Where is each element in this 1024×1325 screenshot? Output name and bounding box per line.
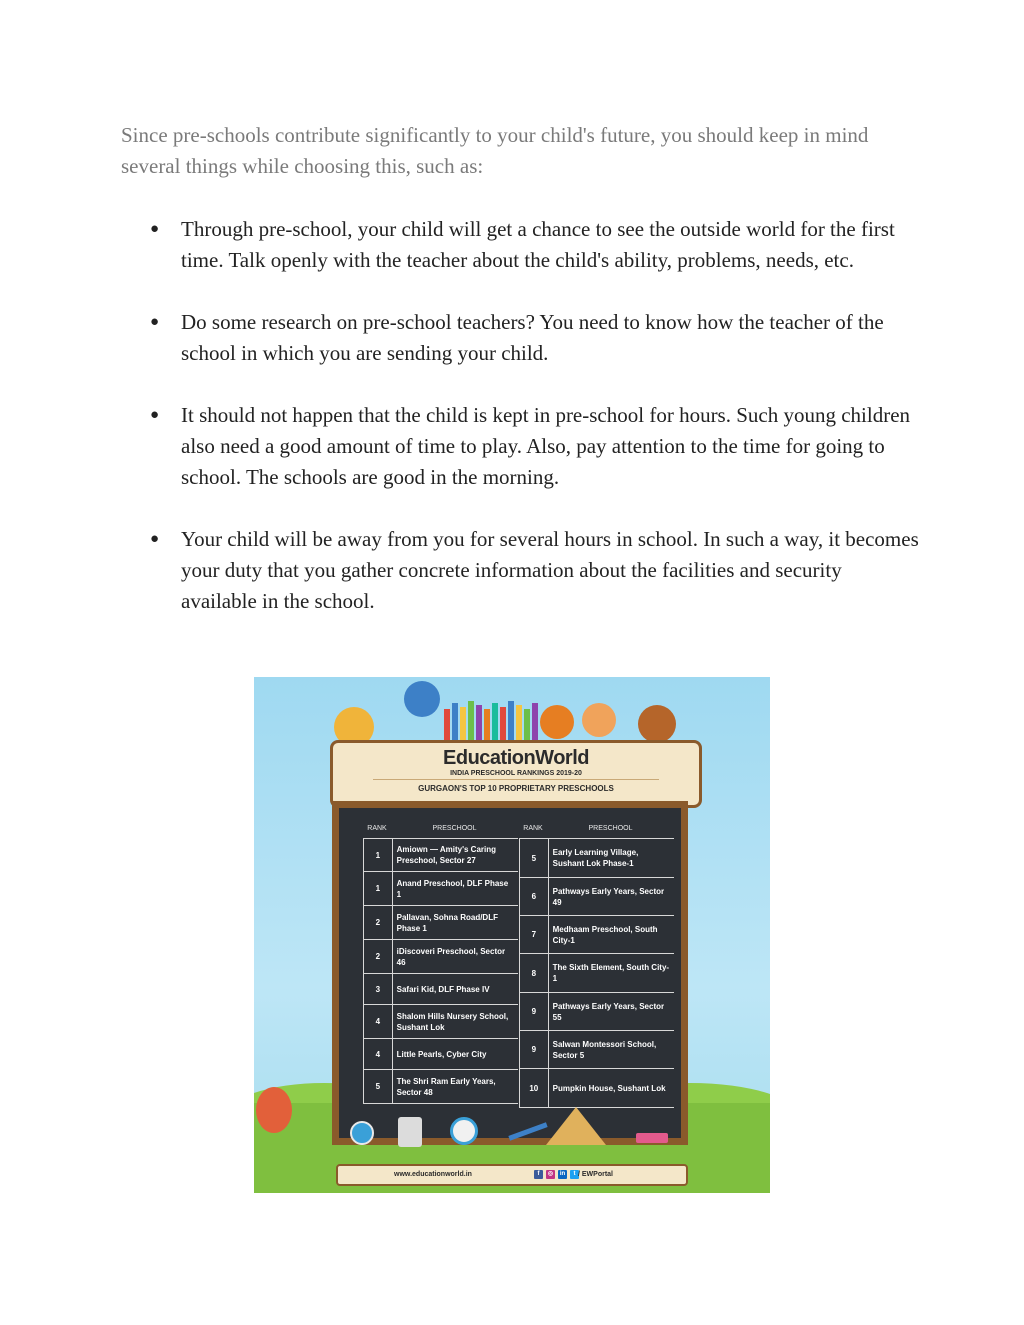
bullet-text: Do some research on pre-school teachers? You need to know how the teacher of the school in which you are sending your child. xyxy=(181,310,884,365)
preschool-rankings-poster xyxy=(254,677,770,1193)
school-cell: The Shri Ram Early Years, Sector 48 xyxy=(396,1076,496,1097)
table-row xyxy=(363,1005,518,1039)
facebook-icon: f xyxy=(534,1170,543,1179)
school-cell: The Sixth Element, South City-1 xyxy=(552,963,670,983)
rank-cell: 7 xyxy=(520,916,549,953)
school-cell: Shalom Hills Nursery School, Sushant Lok xyxy=(396,1011,509,1032)
child-illustration xyxy=(404,681,440,717)
rank-cell: 1 xyxy=(364,839,393,871)
table-row xyxy=(519,878,674,916)
school-cell: Medhaam Preschool, South City-1 xyxy=(552,924,658,945)
table-row xyxy=(519,839,674,878)
child-illustration xyxy=(582,703,616,737)
rank-cell: 1 xyxy=(364,872,393,905)
school-cell: Pallavan, Sohna Road/DLF Phase 1 xyxy=(396,912,498,933)
rank-cell: 9 xyxy=(520,993,549,1030)
list-item xyxy=(150,400,920,493)
school-cell: Pathways Early Years, Sector 49 xyxy=(552,886,665,907)
list-item xyxy=(150,524,920,617)
school-cell: Anand Preschool, DLF Phase 1 xyxy=(396,878,509,899)
eraser-icon xyxy=(636,1133,668,1143)
bullet-dot-icon: ● xyxy=(150,314,160,330)
list-item xyxy=(150,307,920,369)
globe-icon xyxy=(350,1121,374,1145)
school-cell: Amiown — Amity's Caring Preschool, Sector 27 xyxy=(396,845,497,865)
table-header xyxy=(519,820,674,839)
chalkboard xyxy=(332,801,688,1145)
pen-icon xyxy=(508,1122,547,1140)
bullet-dot-icon: ● xyxy=(150,407,160,423)
school-cell: Early Learning Village, Sushant Lok Phase-1 xyxy=(552,848,639,868)
table-row xyxy=(519,993,674,1031)
table-row xyxy=(363,872,518,906)
table-row xyxy=(363,906,518,940)
school-cell: Salwan Montessori School, Sector 5 xyxy=(552,1039,657,1060)
tree-icon xyxy=(256,1087,292,1133)
rank-cell: 5 xyxy=(364,1070,393,1103)
table-row xyxy=(519,954,674,993)
preschool-header: PRESCHOOL xyxy=(432,825,477,832)
list-item xyxy=(150,214,920,276)
clock-icon xyxy=(450,1117,478,1145)
rank-cell: 9 xyxy=(520,1031,549,1068)
social-icons xyxy=(534,1170,579,1179)
stationery-decoration xyxy=(346,1107,676,1147)
educationworld-logo: EducationWorld xyxy=(443,747,589,769)
table-row xyxy=(519,1031,674,1069)
bullet-text: It should not happen that the child is kept in pre-school for hours. Such young children also need a good amount of time to play. Also, pay attention to the time for going to school. The schools are good in the morning. xyxy=(181,403,911,489)
instagram-icon: ◎ xyxy=(547,1171,554,1177)
bullet-text: Your child will be away from you for several hours in school. In such a way, it becomes your duty that you gather concrete information about the facilities and security available in the school. xyxy=(181,527,919,613)
footer-handle: / EWPortal xyxy=(578,1171,614,1178)
preschool-header: PRESCHOOL xyxy=(588,825,633,832)
bullet-dot-icon: ● xyxy=(150,221,160,237)
title-sign xyxy=(330,740,702,808)
rank-cell: 5 xyxy=(520,839,549,877)
table-row xyxy=(363,1070,518,1104)
poster-footer xyxy=(336,1164,688,1186)
table-row xyxy=(363,940,518,974)
table-row xyxy=(363,839,518,872)
linkedin-icon: in xyxy=(559,1171,566,1177)
rankings-subtitle: INDIA PRESCHOOL RANKINGS 2019-20 xyxy=(450,770,582,777)
table-row xyxy=(519,1069,674,1108)
set-square-icon xyxy=(546,1107,606,1145)
child-illustration xyxy=(540,705,574,739)
school-cell: iDiscoveri Preschool, Sector 46 xyxy=(396,946,506,967)
table-row xyxy=(519,916,674,954)
twitter-icon: t xyxy=(570,1170,579,1179)
school-cell: Little Pearls, Cyber City xyxy=(396,1049,487,1059)
school-cell: Pumpkin House, Sushant Lok xyxy=(552,1083,666,1093)
poster-banner: GURGAON'S TOP 10 PROPRIETARY PRESCHOOLS xyxy=(373,779,659,798)
child-illustration xyxy=(638,705,676,743)
rank-cell: 2 xyxy=(364,906,393,939)
rank-header: RANK xyxy=(523,825,543,832)
table-header xyxy=(363,820,518,839)
bullet-list xyxy=(150,214,920,648)
table-row xyxy=(363,974,518,1005)
footer-url: www.educationworld.in xyxy=(394,1171,472,1178)
rank-cell: 2 xyxy=(364,940,393,973)
bullet-dot-icon: ● xyxy=(150,531,160,547)
rank-cell: 8 xyxy=(520,954,549,992)
school-cell: Pathways Early Years, Sector 55 xyxy=(552,1001,665,1022)
rank-cell: 3 xyxy=(364,974,393,1004)
rankings-column-left xyxy=(363,820,518,1104)
bullet-text: Through pre-school, your child will get a chance to see the outside world for the first time. Talk openly with the teacher about the child's ability, problems, needs, etc. xyxy=(181,217,895,272)
rank-cell: 10 xyxy=(520,1069,549,1107)
school-cell: Safari Kid, DLF Phase IV xyxy=(396,984,490,994)
rank-header: RANK xyxy=(367,825,387,832)
table-row xyxy=(363,1039,518,1070)
rank-cell: 4 xyxy=(364,1039,393,1069)
calculator-icon xyxy=(398,1117,422,1147)
rank-cell: 4 xyxy=(364,1005,393,1038)
rankings-column-right xyxy=(519,820,674,1108)
rank-cell: 6 xyxy=(520,878,549,915)
intro-paragraph: Since pre-schools contribute significantly to your child's future, you should keep in mind several things while choosing this, such as: xyxy=(121,123,869,178)
